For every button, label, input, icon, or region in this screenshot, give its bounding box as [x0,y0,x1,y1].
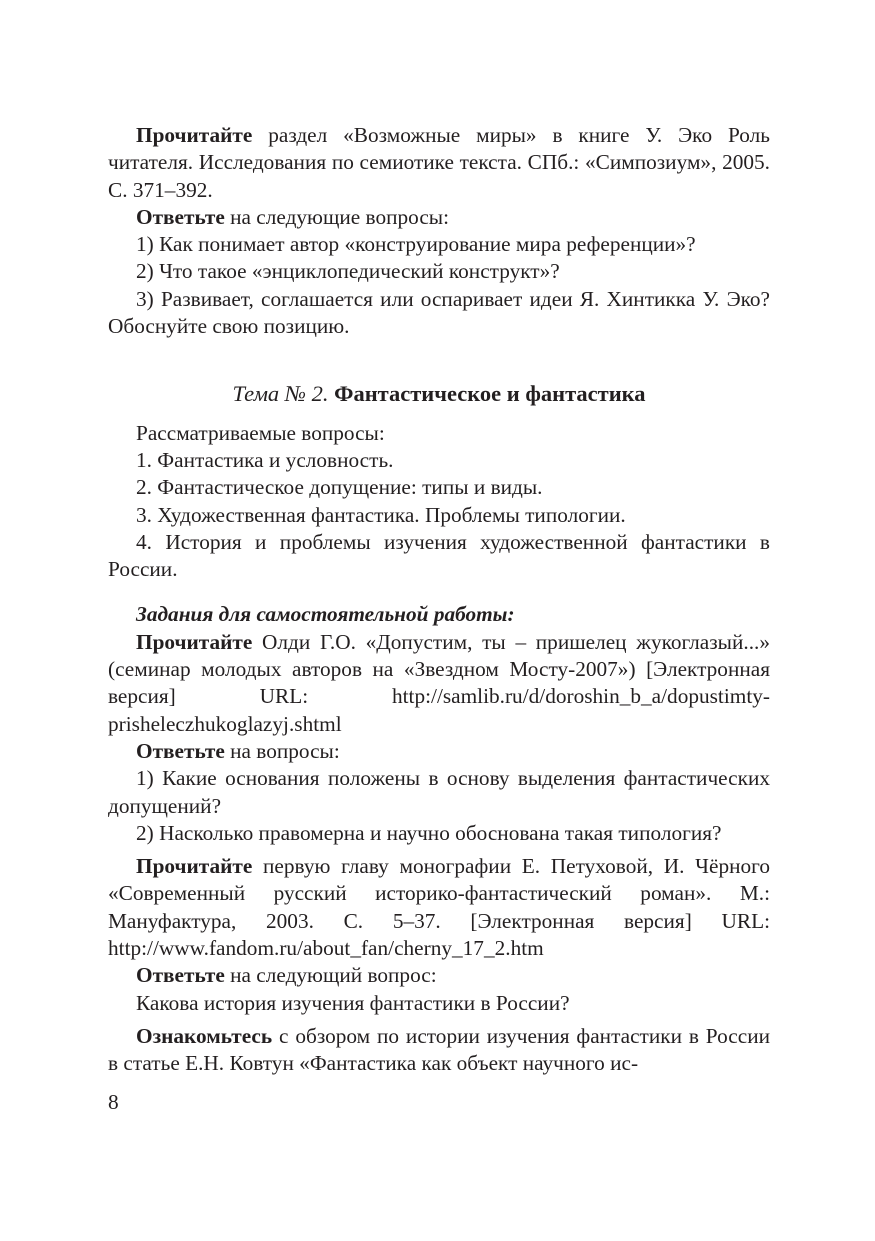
topic-question: 2. Фантастическое допущение: типы и виды. [136,475,543,500]
prompt-text: на вопросы: [224,738,340,763]
instruction-verb: Ответьте [136,738,225,763]
tasks-heading: Задания для самостоятельной работы: [136,602,515,627]
question-item: 1) Какие основания положены в основу выделения фантастических допущений? [108,766,770,818]
answer-prompt [108,204,770,231]
question-item: 1) Как понимает автор «конструирование мира референции»? [136,232,696,257]
page-body [108,122,770,1078]
instruction-verb: Прочитайте [136,629,253,654]
questions-label: Рассматриваемые вопросы: [136,420,385,445]
answer-prompt [108,738,770,765]
instruction-verb: Ответьте [136,204,225,229]
assignment-text: раздел «Возможные миры» в книге У. Эко Роль читателя. Исследования по семиотике текста. СПб.: «Симпозиум», 2005. С. 371–392. [108,123,770,202]
reading-assignment-eco [108,122,770,204]
instruction-verb: Ответьте [136,963,225,988]
reading-assignment-oldi [108,629,770,738]
page-number: 8 [108,1090,119,1114]
question-item: 3) Развивает, соглашается или оспаривает идеи Я. Хинтикка У. Эко? Обоснуйте свою позицию. [108,286,770,339]
assignment-text: Олди Г.О. «Допустим, ты – пришелец жукоглазый...» (семинар молодых авторов на «Звездном Мосту-2007») [Электронная версия] URL: http://samlib.ru/d/doroshin_b_a/dopustimty-prisheleczhukoglazyj.shtml [108,629,770,736]
topic-heading [108,380,770,407]
prompt-text: на следующие вопросы: [224,204,449,229]
topic-number: Тема № 2. [232,381,329,407]
prompt-text: на следующий вопрос: [224,963,437,988]
question-item: 2) Насколько правомерна и научно обоснована такая типология? [136,820,722,845]
topic-question: 3. Художественная фантастика. Проблемы типологии. [136,502,626,527]
topic-question: 4. История и проблемы изучения художественной фантастики в России. [108,529,770,582]
review-assignment-kovtun [108,1023,770,1078]
instruction-verb: Прочитайте [136,854,253,879]
answer-prompt [108,962,770,989]
question-item: 2) Что такое «энциклопедический конструкт»? [136,259,560,284]
topic-title: Фантастическое и фантастика [334,381,646,407]
instruction-verb: Прочитайте [136,123,253,147]
assignment-text: первую главу монографии Е. Петуховой, И. Чёрного «Современный русский историко-фантастический роман». М.: Мануфактура, 2003. С. 5–37. [Электронная версия] URL: http://www.fandom.ru/about_fan/cherny_17_2.htm [108,854,770,961]
reading-assignment-petukhova [108,853,770,962]
question-item: Какова история изучения фантастики в России? [136,990,570,1015]
instruction-verb: Ознакомьтесь [136,1023,273,1048]
assignment-text: с обзором по истории изучения фантастики в России в статье Е.Н. Ковтун «Фантастика как объект научного ис- [108,1023,770,1076]
topic-question: 1. Фантастика и условность. [136,447,394,472]
